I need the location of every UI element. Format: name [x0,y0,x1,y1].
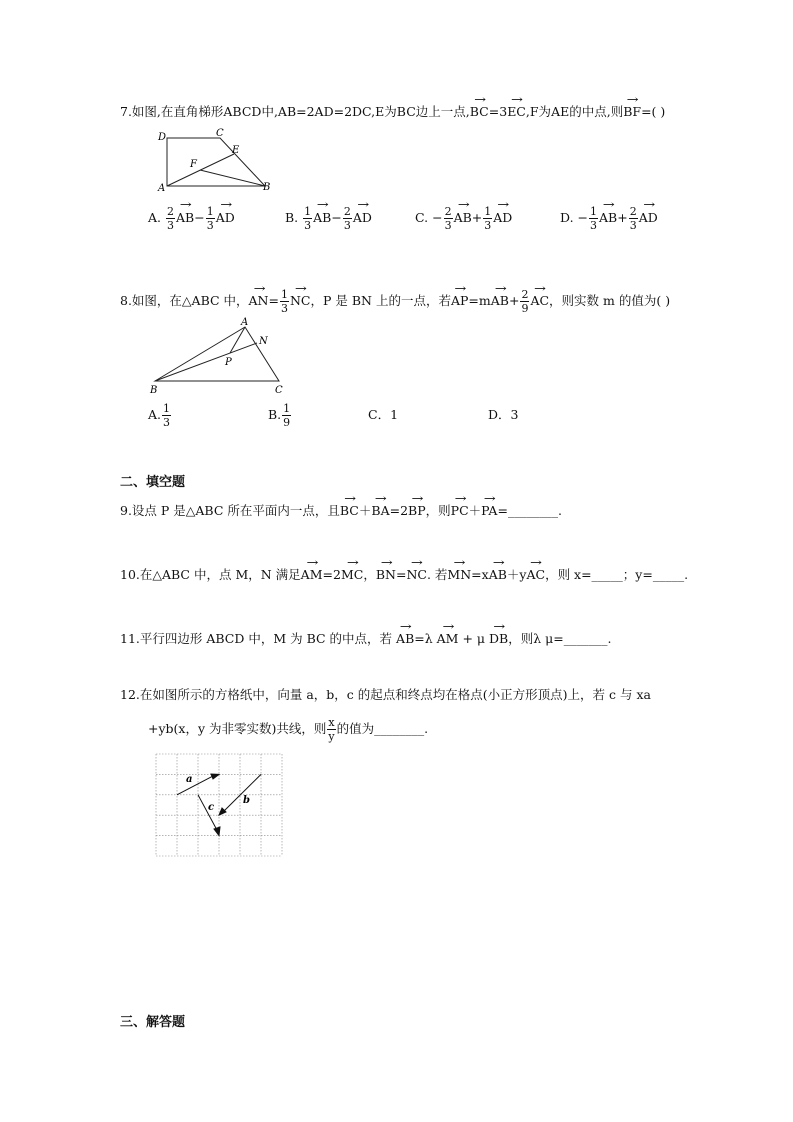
section-answer-title: 三、解答题 [120,1015,186,1030]
q12-grid-figure [150,748,290,863]
q8-option-d[interactable]: D．3 [488,407,519,422]
q12-stem-line2: +yb(x，y 为非零实数)共线，则 $\frac{x}{y}$ 的值为________. [148,716,429,743]
q12-stem-line1: 12.在如图所示的方格纸中，向量 a，b，c 的起点和终点均在格点(小正方形顶点)上，若 c 与 xa [120,687,651,702]
q7-trapezoid-figure [150,126,280,196]
q8-option-a[interactable]: A. $\frac{1}{3}$ [148,402,171,429]
q7-option-a[interactable]: A. $\frac{2}{3}$ → AB− $\frac{1}{3}$ → AD [148,205,235,232]
q7-option-d[interactable]: D. − $\frac{1}{3}$ → AB+ $\frac{2}{3}$ → AD [560,205,658,232]
q11-stem: 11.平行四边形 ABCD 中，M 为 BC 的中点，若 → AB=λ → AM + μ → DB，则λ μ=_______. [120,630,611,648]
q7-option-c[interactable]: C. − $\frac{2}{3}$ → AB+ $\frac{1}{3}$ → AD [415,205,512,232]
q12-vector-b-label: b [243,795,250,806]
q12-vector-c-label: c [208,802,215,813]
q8-stem: 8.如图，在△ABC 中，→ AN= $\frac{1}{3}$ → NC，P 是 BN 上的一点，若→ AP=m→ AB+ $\frac{2}{9}$ → AC，则实数 m 的值为( ) [120,288,670,315]
q8-label-N: N [259,336,268,347]
q8-triangle-figure [145,315,295,397]
q12-vector-a-label: a [186,774,193,785]
q10-stem: 10.在△ABC 中，点 M，N 满足→ AM=2→ MC，→ BN=→ NC. 若→ MN=x→ AB＋y→ AC，则 x=_____；y=_____. [120,566,688,584]
q8-label-B: B [150,385,158,396]
q9-stem: 9.设点 P 是△ABC 所在平面内一点，且→ BC＋→ BA=2→ BP，则→ PC＋→ PA=________. [120,502,562,520]
q7-stem: 7.如图,在直角梯形ABCD中,AB=2AD=2DC,E为BC边上一点,→ BC=3→ EC,F为AE的中点,则→ BF=( ) [120,103,665,121]
section-fill-in-title: 二、填空题 [120,475,186,490]
q7-label-C: C [216,128,224,139]
q8-label-C: C [275,385,283,396]
q8-label-P: P [225,357,232,368]
q7-label-E: E [232,145,240,156]
q7-label-A: A [158,183,166,194]
q7-label-F: F [190,159,197,170]
q7-option-b[interactable]: B. $\frac{1}{3}$ → AB− $\frac{2}{3}$ → AD [285,205,372,232]
q8-label-A: A [241,317,249,328]
q7-label-D: D [158,132,167,143]
q7-label-B: B [263,182,271,193]
q8-option-b[interactable]: B. $\frac{1}{9}$ [268,402,291,429]
q8-option-c[interactable]: C．1 [368,407,399,422]
